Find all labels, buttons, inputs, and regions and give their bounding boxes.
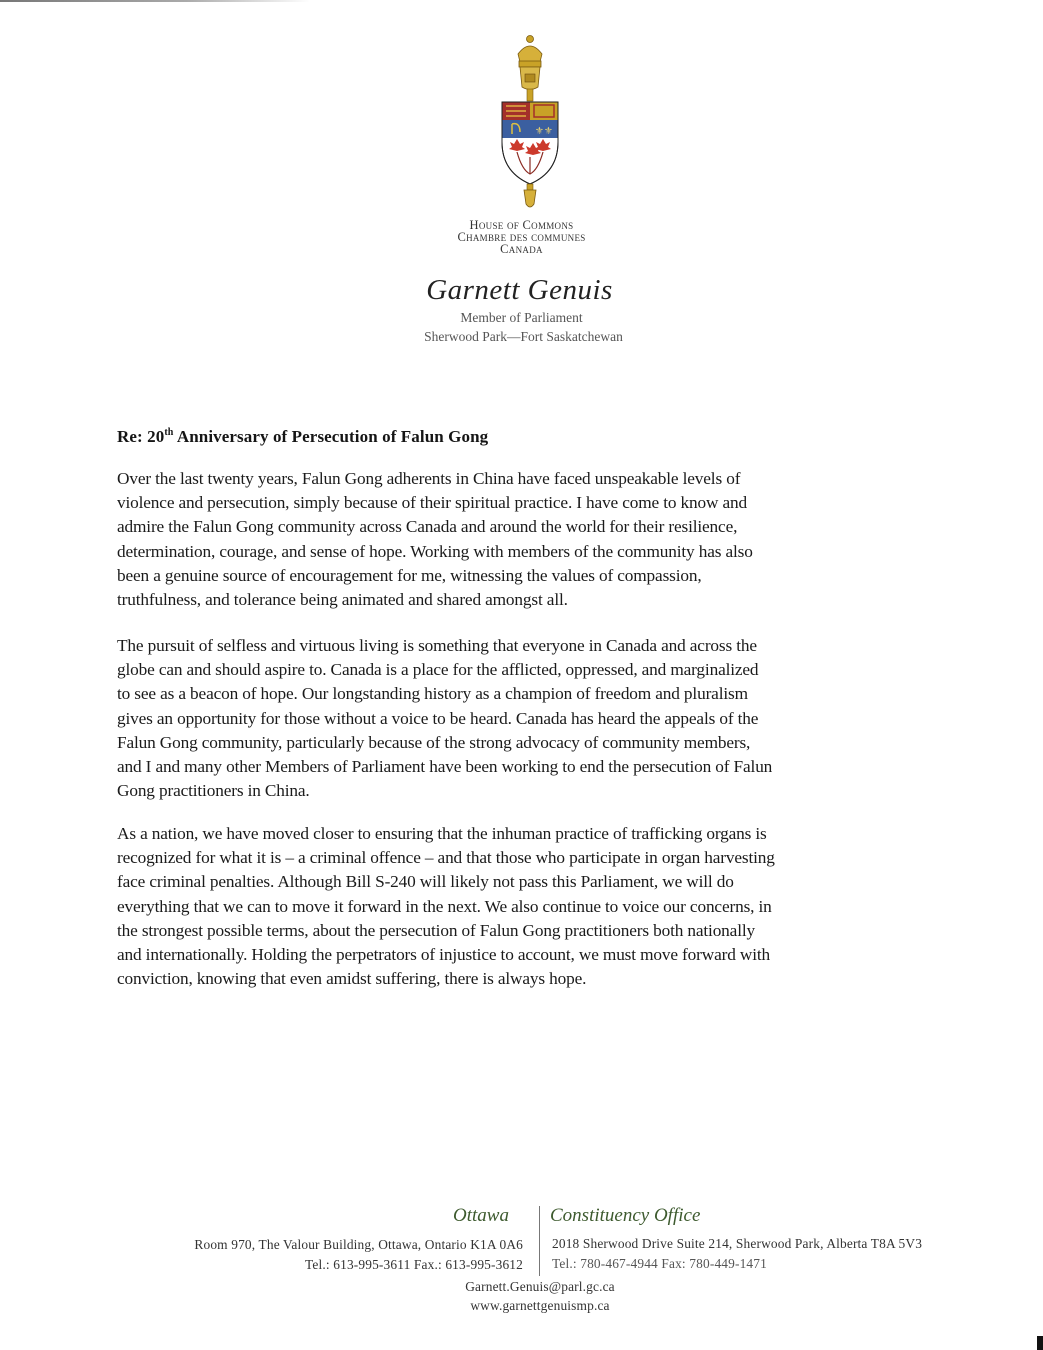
paragraph-line: Falun Gong community, particularly because of the strong advocacy of community members, — [117, 732, 751, 752]
subject-rest: Anniversary of Persecution of Falun Gong — [173, 427, 489, 446]
paragraph-line: everything that we can to move it forward in the next. We also continue to voice our concerns, in — [117, 896, 772, 916]
institution-line-country: Canada — [500, 242, 543, 256]
paragraph-line: Gong practitioners in China. — [117, 781, 310, 801]
website-address: www.garnettgenuismp.ca — [470, 1298, 610, 1313]
letter-paragraph-2 — [117, 634, 925, 803]
paragraph-line: determination, courage, and sense of hope. Working with members of the community has also — [117, 541, 753, 561]
letter-subject — [117, 427, 488, 447]
institution-line-fr: Chambre des communes — [457, 230, 586, 244]
letter-paragraph-3 — [117, 822, 925, 991]
paragraph-line: admire the Falun Gong community across Canada and around the world for their resilience, — [117, 517, 738, 537]
constituency-address: 2018 Sherwood Drive Suite 214, Sherwood Park, Alberta T8A 5V3 — [552, 1236, 923, 1251]
paragraph-line: been a genuine source of encouragement for me, witnessing the values of compassion, — [117, 565, 702, 585]
paragraph-line: and I and many other Members of Parliament have been working to end the persecution of Falun — [117, 757, 773, 777]
institution-line-en: House of Commons — [469, 218, 574, 232]
paragraph-line: gives an opportunity for those without a voice to be heard. Canada has heard the appeals of the — [117, 708, 759, 728]
paragraph-line: As a nation, we have moved closer to ensuring that the inhuman practice of trafficking organs is — [117, 824, 767, 843]
constituency-phone-fax: Tel.: 780-467-4944 Fax: 780-449-1471 — [552, 1256, 767, 1271]
letter-paragraph-1 — [117, 467, 925, 612]
paragraph-line: and internationally. Holding the perpetrators of injustice to account, we must move forward with — [117, 945, 770, 965]
email-address: Garnett.Genuis@parl.gc.ca — [465, 1279, 615, 1294]
ottawa-phone-fax: Tel.: 613-995-3611 Fax.: 613-995-3612 — [305, 1257, 523, 1272]
paragraph-line: The pursuit of selfless and virtuous living is something that everyone in Canada and across the — [117, 636, 757, 655]
scan-edge-artifact — [0, 0, 310, 2]
scan-corner-mark — [1037, 1336, 1043, 1350]
paragraph-line: conviction, knowing that even amidst suffering, there is always hope. — [117, 969, 587, 989]
subject-superscript: th — [164, 427, 174, 438]
mp-name-signature: Garnett Genuis — [426, 274, 613, 306]
mp-role: Member of Parliament — [460, 310, 583, 325]
ottawa-address: Room 970, The Valour Building, Ottawa, Ontario K1A 0A6 — [194, 1237, 523, 1252]
mp-title-block — [0, 308, 1043, 346]
paragraph-line: Over the last twenty years, Falun Gong adherents in China have faced unspeakable levels of — [117, 469, 741, 488]
institution-name-block — [0, 219, 1043, 255]
house-of-commons-crest-icon — [490, 32, 570, 210]
svg-text:⚜⚜: ⚜⚜ — [535, 126, 553, 137]
ottawa-office-heading: Ottawa — [453, 1205, 509, 1226]
paragraph-line: face criminal penalties. Although Bill S-240 will likely not pass this Parliament, we will do — [117, 872, 734, 892]
mp-riding: Sherwood Park—Fort Saskatchewan — [424, 329, 623, 344]
subject-prefix: Re: 20 — [117, 427, 165, 446]
paragraph-line: truthfulness, and tolerance being animated and shared amongst all. — [117, 590, 568, 610]
footer-divider — [539, 1206, 540, 1276]
paragraph-line: the strongest possible terms, about the persecution of Falun Gong practitioners both nationally — [117, 920, 755, 940]
constituency-office-heading: Constituency Office — [550, 1205, 701, 1226]
paragraph-line: recognized for what it is – a criminal offence – and that those who participate in organ harvesting — [117, 848, 775, 868]
paragraph-line: violence and persecution, simply because of their spiritual practice. I have come to know and — [117, 493, 748, 513]
paragraph-line: to see as a beacon of hope. Our longstanding history as a champion of freedom and pluralism — [117, 684, 748, 704]
paragraph-line: globe can and should aspire to. Canada is a place for the afflicted, oppressed, and marginalized — [117, 660, 759, 680]
